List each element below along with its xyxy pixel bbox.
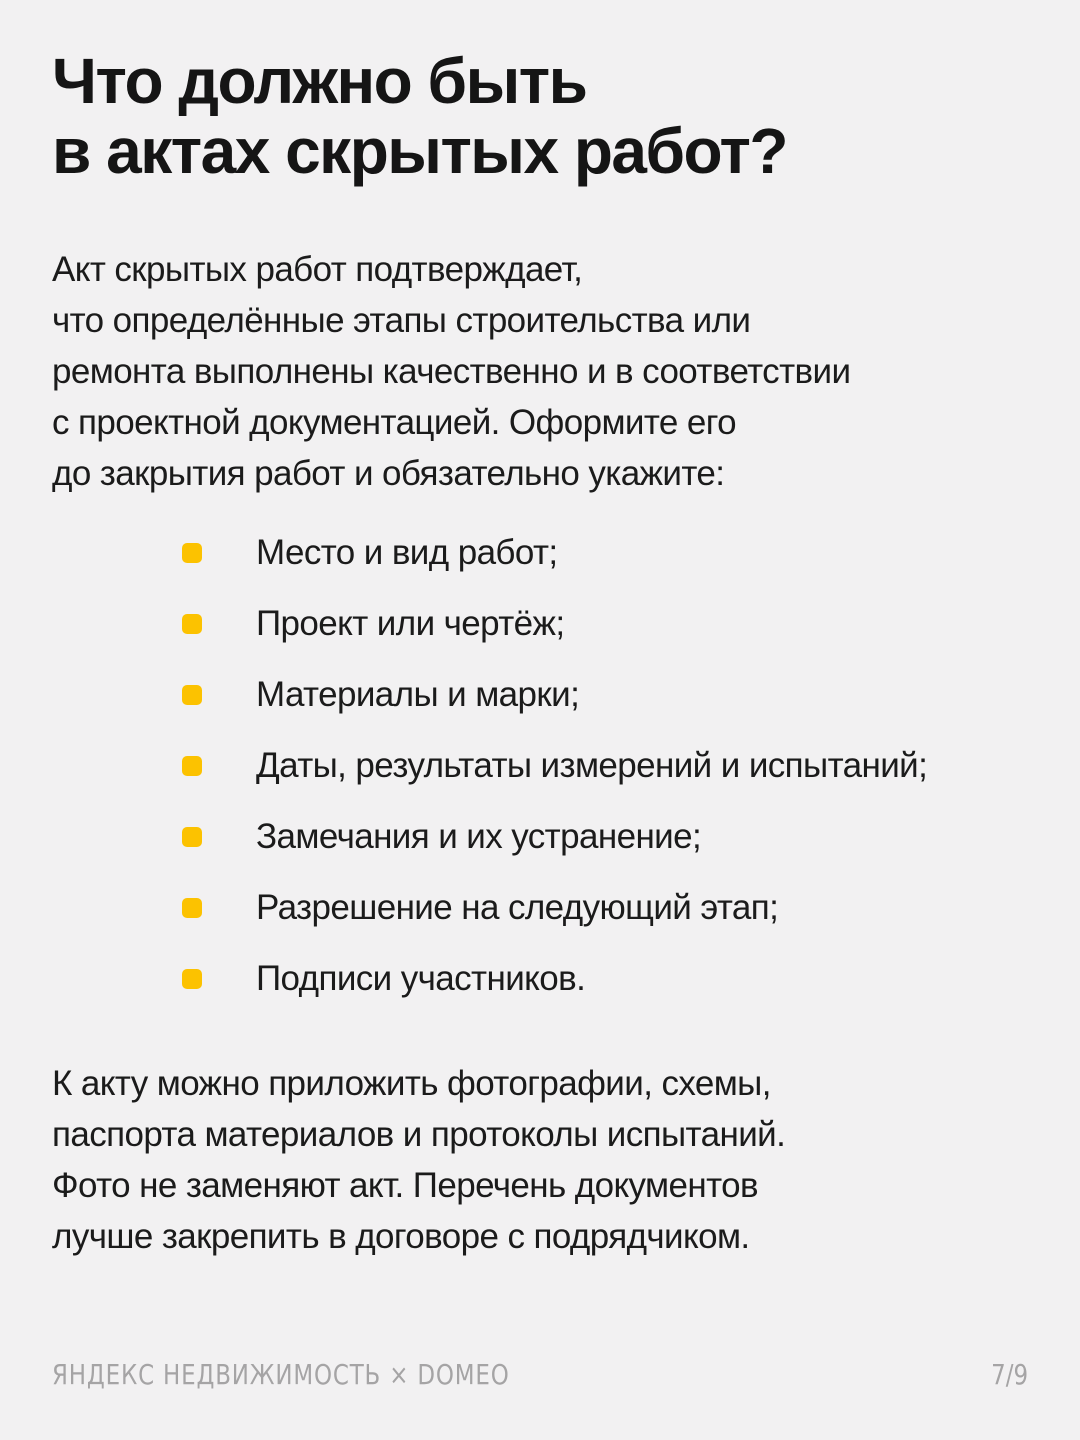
list-item-text: Даты, результаты измерений и испытаний; [256, 746, 928, 785]
list-item [182, 588, 927, 659]
list-item-text: Проект или чертёж; [256, 604, 565, 643]
list-item [182, 730, 927, 801]
intro-line: ремонта выполнены качественно и в соответствии [52, 352, 851, 391]
list-item [182, 659, 927, 730]
bullet-dot-icon [182, 827, 202, 847]
bullet-dot-icon [182, 614, 202, 634]
title-line: в актах скрытых работ? [52, 115, 787, 187]
list-item-text: Разрешение на следующий этап; [256, 888, 779, 927]
outro-line: Фото не заменяют акт. Перечень документов [52, 1166, 759, 1205]
list-item [182, 517, 927, 588]
requirements-list [182, 517, 927, 1014]
bullet-dot-icon [182, 543, 202, 563]
intro-paragraph [52, 244, 1052, 499]
bullet-dot-icon [182, 756, 202, 776]
list-item-text: Место и вид работ; [256, 533, 558, 572]
outro-line: лучше закрепить в договоре с подрядчиком. [52, 1217, 750, 1256]
page-counter: 7/9 [991, 1358, 1028, 1391]
list-item [182, 943, 927, 1014]
outro-line: К акту можно приложить фотографии, схемы, [52, 1064, 771, 1103]
outro-paragraph [52, 1058, 1052, 1262]
page-title [52, 46, 1032, 186]
bullet-dot-icon [182, 969, 202, 989]
list-item [182, 801, 927, 872]
list-item [182, 872, 927, 943]
list-item-text: Подписи участников. [256, 959, 586, 998]
footer-brand: ЯНДЕКС НЕДВИЖИМОСТЬ × DOMEO [52, 1358, 510, 1391]
intro-line: Акт скрытых работ подтверждает, [52, 250, 583, 289]
list-item-text: Замечания и их устранение; [256, 817, 702, 856]
list-item-text: Материалы и марки; [256, 675, 580, 714]
title-line: Что должно быть [52, 45, 587, 117]
intro-line: с проектной документацией. Оформите его [52, 403, 737, 442]
outro-line: паспорта материалов и протоколы испытаний. [52, 1115, 786, 1154]
bullet-dot-icon [182, 685, 202, 705]
bullet-dot-icon [182, 898, 202, 918]
intro-line: что определённые этапы строительства или [52, 301, 751, 340]
intro-line: до закрытия работ и обязательно укажите: [52, 454, 725, 493]
